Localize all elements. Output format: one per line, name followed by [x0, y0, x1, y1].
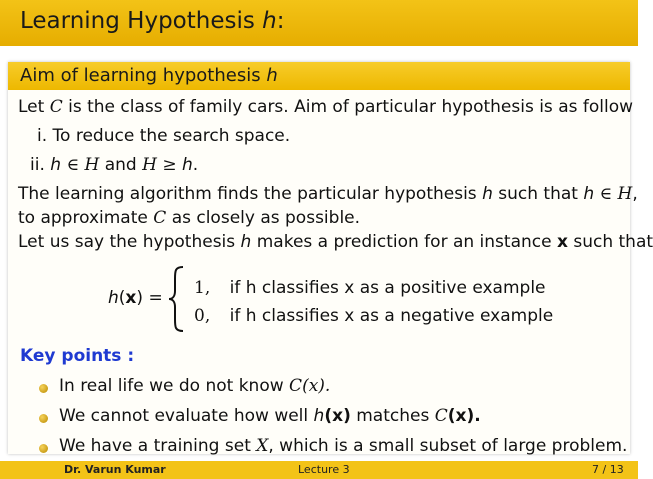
block-title-text: Aim of learning hypothesis: [20, 65, 261, 86]
case-negative: [194, 306, 553, 326]
t: h: [482, 184, 493, 204]
t: such that: [498, 184, 578, 204]
t: H: [617, 184, 633, 204]
t: ∈: [599, 184, 613, 204]
bullet-icon: [39, 444, 48, 453]
t: matches: [356, 406, 430, 426]
t: x: [556, 232, 568, 252]
t: such that: [573, 232, 653, 252]
t: Let us say the hypothesis: [18, 232, 236, 252]
prediction-line: [18, 232, 653, 252]
footer-author: Dr. Varun Kumar: [64, 463, 166, 476]
t: as closely as possible.: [171, 208, 361, 228]
t: C: [289, 376, 303, 396]
block-title-var: h: [266, 65, 278, 86]
equation-lhs: [108, 288, 163, 308]
list-item-ii: [30, 155, 198, 175]
t: 0,: [194, 306, 211, 326]
key-point-3: [59, 436, 627, 456]
block-title: [20, 65, 278, 86]
t: x: [125, 288, 137, 308]
t: , which is a small subset of large problem.: [268, 436, 628, 456]
bullet-icon: [39, 384, 48, 393]
t: (x).: [302, 376, 331, 396]
t: X: [256, 436, 269, 456]
t: H: [84, 155, 100, 175]
t: C: [434, 406, 448, 426]
t: C: [153, 208, 167, 228]
footer-bar: [0, 461, 638, 479]
list-item-i: [37, 126, 290, 146]
page-number: 7 / 13: [592, 463, 624, 476]
t: is the class of family cars. Aim of particular hypothesis is as follow: [68, 97, 634, 117]
key-point-1: [59, 376, 330, 396]
t: =: [148, 288, 163, 308]
t: We cannot evaluate how well: [59, 406, 309, 426]
t: The learning algorithm finds the particular hypothesis: [18, 184, 477, 204]
block-header: [8, 62, 630, 90]
key-points-title: Key points :: [20, 346, 135, 366]
algo-line: [18, 184, 638, 204]
t: (x).: [447, 406, 481, 426]
title-var: h: [262, 8, 277, 34]
key-point-2: [59, 406, 481, 426]
curly-brace-icon: [166, 265, 188, 333]
title-text: Learning Hypothesis: [20, 8, 255, 34]
t: makes a prediction for an instance: [256, 232, 552, 252]
t: and: [104, 155, 137, 175]
t: h: [313, 406, 325, 426]
t: H: [142, 155, 157, 175]
t: To reduce the search space.: [52, 126, 291, 146]
t: In real life we do not know: [59, 376, 284, 396]
t: .: [192, 155, 199, 175]
bullet-icon: [39, 414, 48, 423]
t: ≥: [162, 155, 177, 175]
case-positive: [194, 278, 546, 298]
class-C: C: [49, 97, 63, 117]
t: h: [50, 155, 62, 175]
t: h: [240, 232, 252, 252]
t: h: [181, 155, 193, 175]
t: ∈: [66, 155, 80, 175]
t: (: [118, 288, 126, 308]
t: (x): [324, 406, 351, 426]
slide-title: [20, 8, 284, 34]
t: if h classifies x as a positive example: [229, 278, 546, 298]
t: Let: [18, 97, 45, 117]
t: We have a training set: [59, 436, 251, 456]
num: i.: [37, 126, 48, 146]
title-bar: [0, 0, 638, 46]
t: 1,: [194, 278, 211, 298]
t: ): [136, 288, 144, 308]
t: to approximate: [18, 208, 148, 228]
title-colon: :: [276, 8, 285, 34]
t: if h classifies x as a negative example: [229, 306, 554, 326]
t: ,: [632, 184, 638, 204]
intro-line: [18, 97, 633, 117]
t: h: [108, 288, 119, 308]
footer-lecture: Lecture 3: [298, 463, 350, 476]
num: ii.: [30, 155, 45, 175]
t: h: [583, 184, 595, 204]
approx-line: [18, 208, 360, 228]
